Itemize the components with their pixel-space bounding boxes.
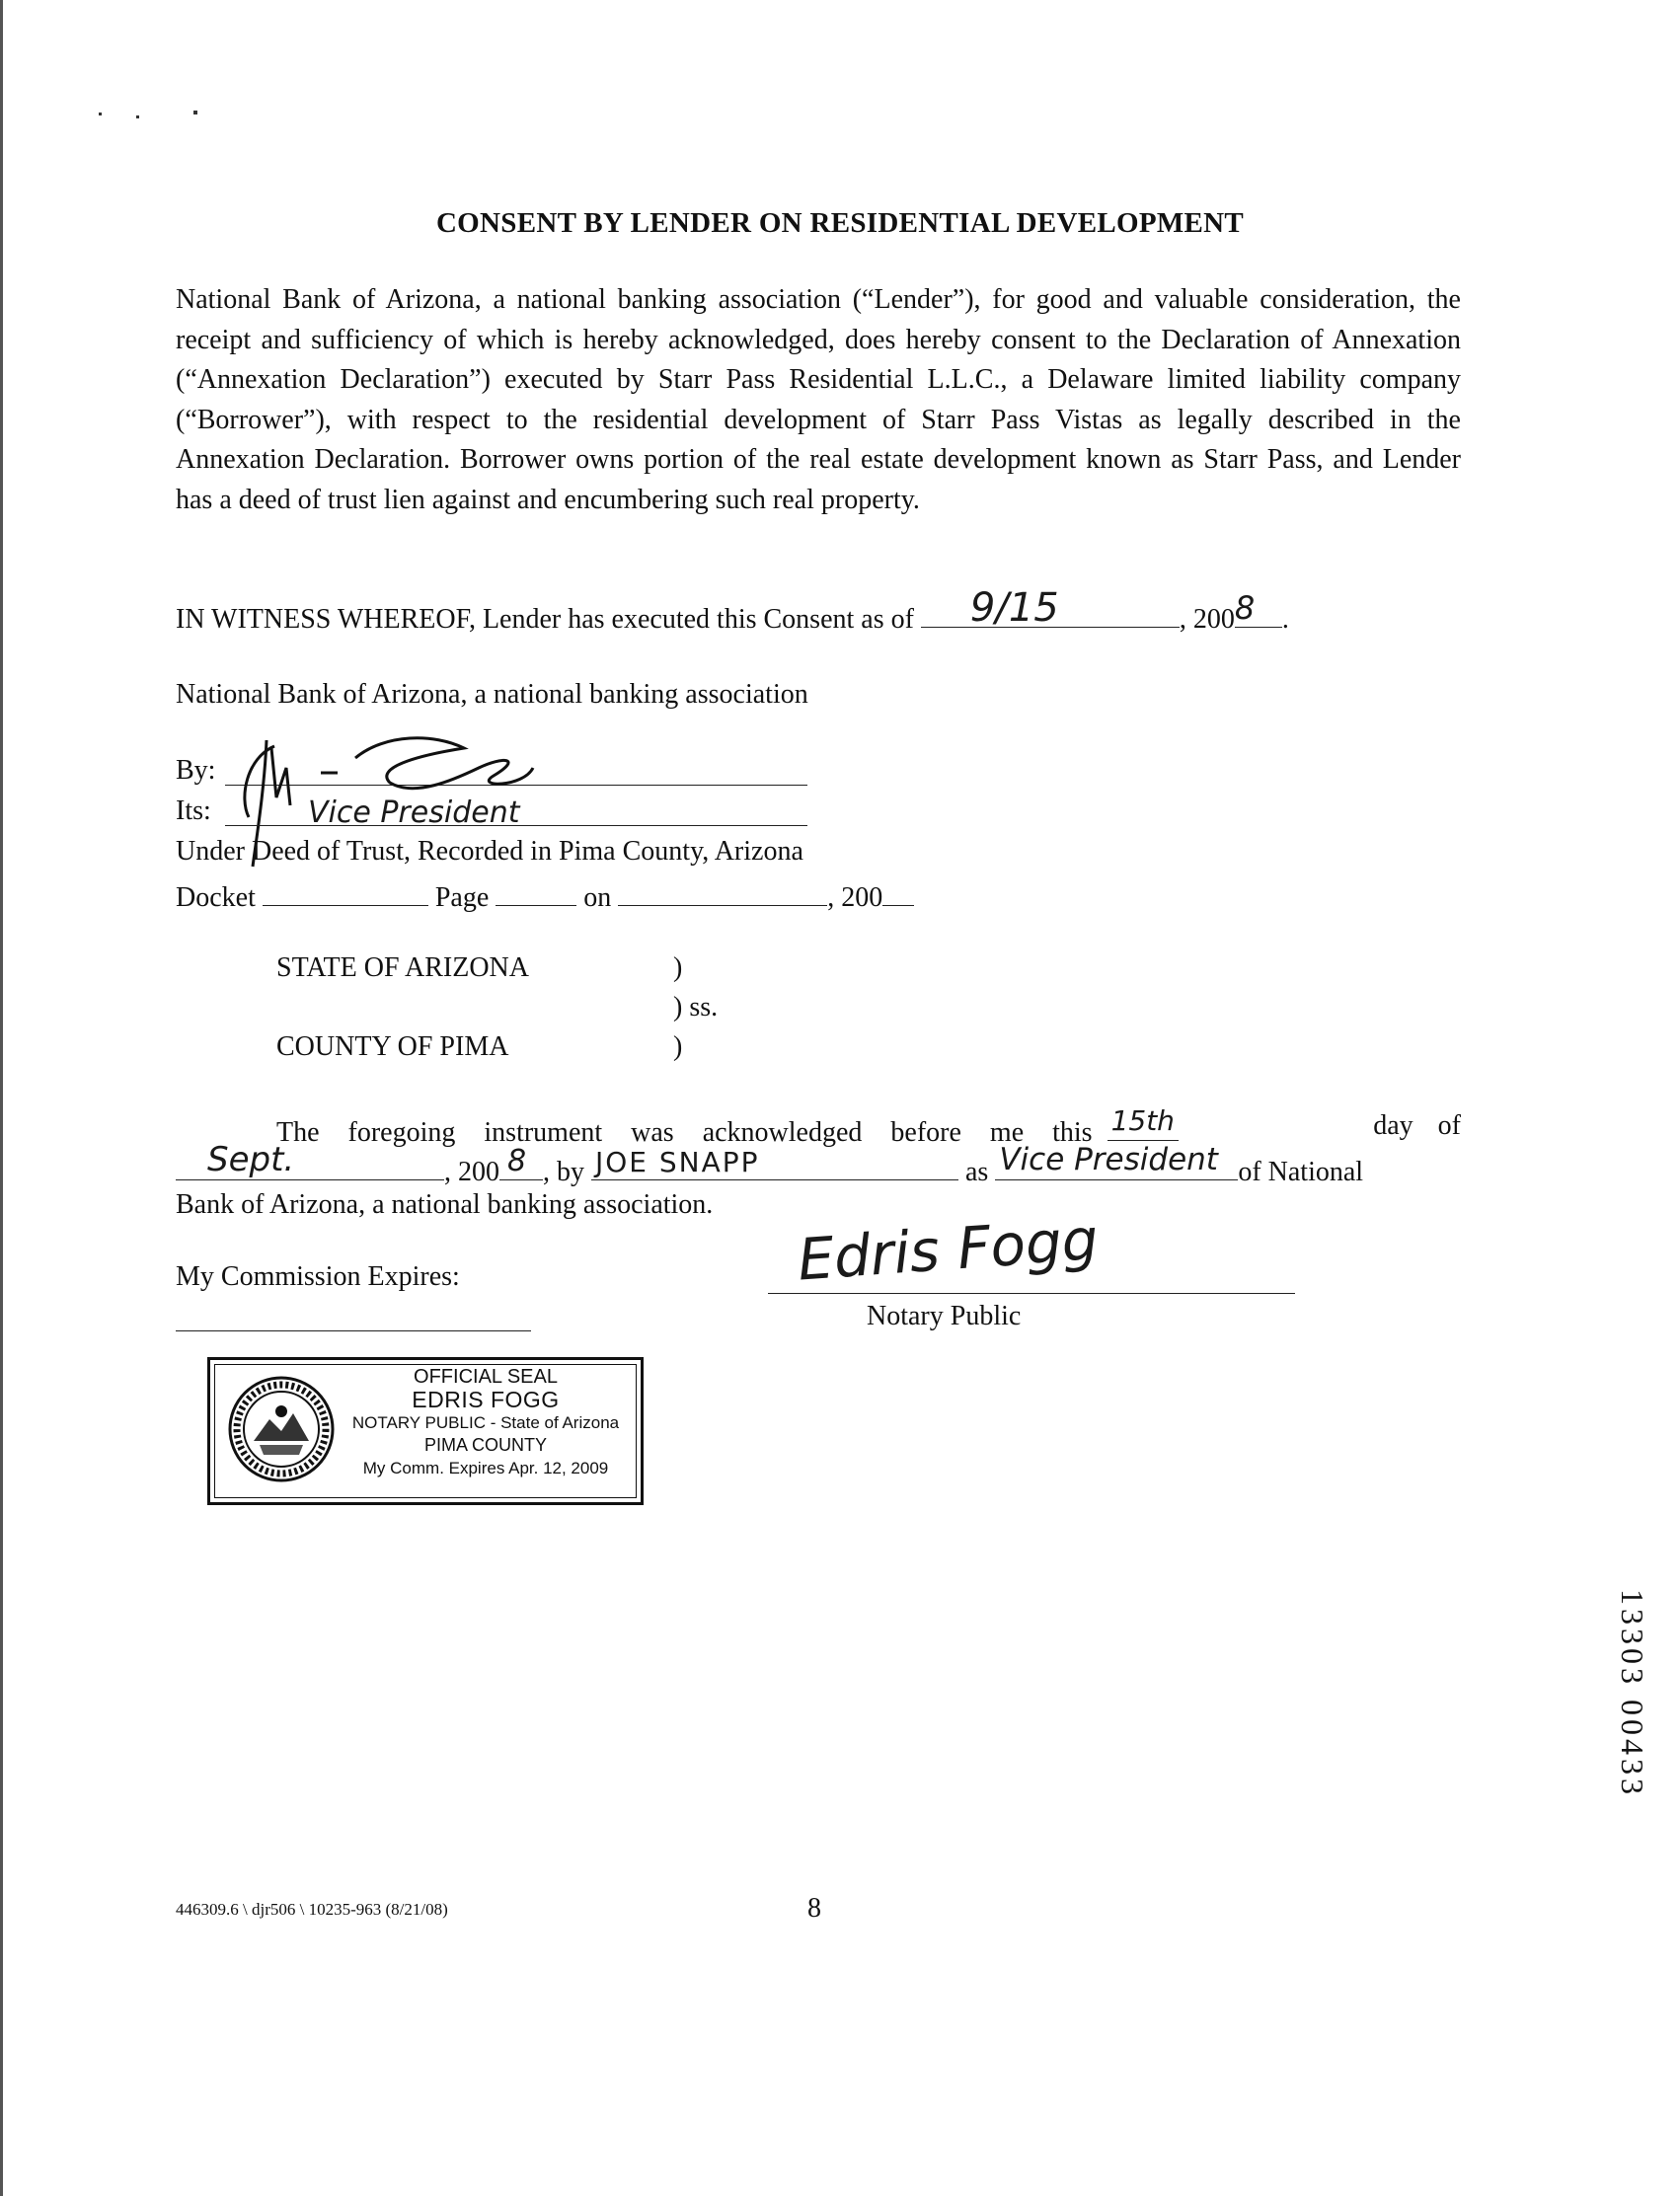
ack-title-blank (995, 1142, 1238, 1180)
witness-suffix: . (1281, 604, 1289, 635)
ack-year-blank (499, 1144, 543, 1180)
ack-day-handwritten: 15th (1110, 1104, 1175, 1137)
arizona-state-seal-icon (226, 1374, 337, 1484)
ack-day-of: day of (1373, 1110, 1461, 1141)
ack-line-2 (176, 1140, 1364, 1188)
ack-title-handwritten: Vice President (999, 1142, 1218, 1177)
seal-text (337, 1366, 635, 1479)
ack-year-handwritten: 8 (507, 1144, 527, 1178)
docket-label: Docket (176, 882, 256, 913)
page-label: Page (434, 882, 490, 913)
ack-month-handwritten: Sept. (207, 1140, 295, 1179)
ack-day-blank (1107, 1104, 1179, 1141)
by-label: By: (176, 755, 216, 786)
official-seal (207, 1357, 644, 1505)
scan-edge (0, 0, 3, 2196)
ack-as-label: as (965, 1157, 989, 1187)
date-blank (618, 875, 827, 906)
scan-specks (99, 111, 197, 120)
witness-date-handwritten: 9/15 (969, 585, 1059, 631)
venue-paren-1: ) (673, 952, 683, 983)
ack-line-1 (276, 1104, 1461, 1149)
docket-line (176, 875, 914, 914)
venue-paren-2: ) (673, 1031, 683, 1062)
witness-date-blank (921, 585, 1180, 631)
deed-line: Under Deed of Trust, Recorded in Pima County, Arizona (176, 836, 803, 867)
ack-year-prefix: , 200 (444, 1157, 499, 1187)
witness-prefix: IN WITNESS WHEREOF, Lender has executed this Consent as of (176, 604, 914, 635)
lender-name: National Bank of Arizona, a national banking association (176, 679, 808, 710)
ack-by-label: , by (543, 1157, 584, 1187)
seal-line-name: EDRIS FOGG (412, 1387, 560, 1412)
docket-year-blank (882, 875, 914, 906)
notary-signature-line (768, 1293, 1295, 1294)
document-title: CONSENT BY LENDER ON RESIDENTIAL DEVELOPMENT (435, 207, 1245, 239)
notary-public-label: Notary Public (867, 1301, 1022, 1331)
ack-line1-text: The foregoing instrument was acknowledged before me this (276, 1117, 1093, 1148)
commission-line (176, 1330, 531, 1331)
docket-blank (263, 875, 428, 906)
its-handwritten: Vice President (308, 795, 520, 830)
notary-signature: Edris Fogg (795, 1205, 1101, 1294)
seal-line-county: PIMA COUNTY (423, 1435, 547, 1455)
witness-line (176, 585, 1289, 636)
consent-paragraph: National Bank of Arizona, a national banking association (“Lender”), for good and valuable consideration, the receipt and sufficiency of which is hereby acknowledged, does hereby consent to the Declaration of Annexation (“Annexation Declaration”) executed by Starr Pass Residential L.L.C., a Delaware limited liability company (“Borrower”), with respect to the residential development of Starr Pass Vistas as legally described in the Annexation Declaration. Borrower owns portion of the real estate development known as Starr Pass, and Lender has a deed of trust lien against and encumbering such real property. (176, 284, 1461, 515)
witness-year-blank (1234, 589, 1282, 628)
ack-name-handwritten: JOE SNAPP (595, 1146, 760, 1178)
side-recording-text: 13303 00433 (1615, 1589, 1650, 1798)
commission-label: My Commission Expires: (176, 1261, 460, 1292)
venue-ss: ) ss. (673, 992, 719, 1022)
ack-month-blank (176, 1140, 444, 1180)
ack-line-3: Bank of Arizona, a national banking association. (176, 1189, 714, 1220)
page-number: 8 (807, 1893, 821, 1924)
seal-line-expires: My Comm. Expires Apr. 12, 2009 (362, 1459, 609, 1477)
on-label: on (583, 882, 612, 913)
footer-reference: 446309.6 \ djr506 \ 10235-963 (8/21/08) (176, 1900, 448, 1919)
venue-state: STATE OF ARIZONA (276, 952, 529, 983)
seal-line-official: OFFICIAL SEAL (414, 1366, 558, 1388)
side-recording-number (1599, 1589, 1668, 1846)
ack-of-national: of National (1238, 1157, 1364, 1187)
witness-year-handwritten: 8 (1234, 589, 1256, 627)
ack-name-blank (591, 1146, 958, 1180)
witness-year-prefix: , 200 (1179, 604, 1235, 635)
docket-year-label: , 200 (827, 882, 883, 913)
seal-line-notary: NOTARY PUBLIC - State of Arizona (351, 1413, 620, 1432)
page-blank (496, 875, 576, 906)
venue-county: COUNTY OF PIMA (276, 1031, 509, 1062)
its-label: Its: (176, 795, 211, 826)
